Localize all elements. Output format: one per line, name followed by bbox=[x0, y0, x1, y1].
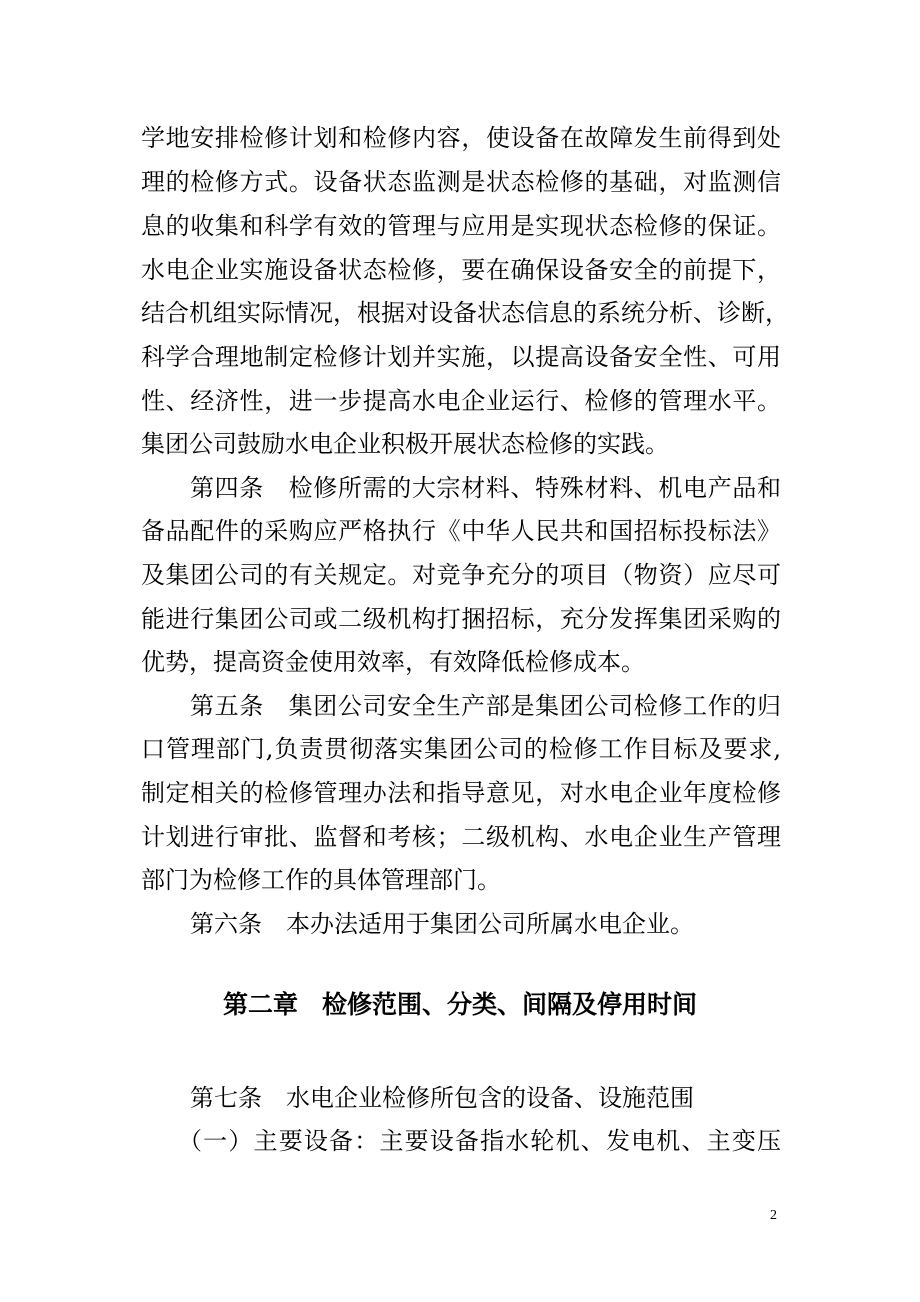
item-1-line: （一）主要设备：主要设备指水轮机、发电机、主变压 bbox=[178, 1127, 781, 1155]
article-5-number: 第五条 bbox=[190, 692, 264, 720]
paragraph-line: 水电企业实施设备状态检修，要在确保设备安全的前提下， bbox=[141, 256, 781, 284]
chapter-title: 检修范围、分类、间隔及停用时间 bbox=[322, 990, 698, 1019]
article-7-text: 水电企业检修所包含的设备、设施范围 bbox=[286, 1084, 694, 1112]
article-5-text: 集团公司安全生产部是集团公司检修工作的归 bbox=[287, 692, 782, 720]
article-4-line: 优势，提高资金使用效率，有效降低检修成本。 bbox=[141, 648, 645, 676]
article-7-number: 第七条 bbox=[190, 1084, 262, 1112]
article-5-line: 计划进行审批、监督和考核；二级机构、水电企业生产管理 bbox=[141, 823, 781, 851]
chapter-heading bbox=[0, 992, 920, 1018]
article-7-line bbox=[190, 1086, 781, 1110]
paragraph-line: 学地安排检修计划和检修内容，使设备在故障发生前得到处 bbox=[141, 124, 781, 152]
article-5-line: 部门为检修工作的具体管理部门。 bbox=[141, 866, 501, 894]
article-5-line: 口管理部门,负责贯彻落实集团公司的检修工作目标及要求, bbox=[141, 735, 781, 763]
paragraph-line: 息的收集和科学有效的管理与应用是实现状态检修的保证。 bbox=[141, 212, 781, 240]
article-4-line: 及集团公司的有关规定。对竞争充分的项目（物资）应尽可 bbox=[141, 561, 781, 589]
paragraph-line: 集团公司鼓励水电企业积极开展状态检修的实践。 bbox=[141, 430, 669, 458]
article-5-line: 制定相关的检修管理办法和指导意见，对水电企业年度检修 bbox=[141, 779, 781, 807]
article-6-line bbox=[190, 912, 781, 936]
page-number: 2 bbox=[770, 1208, 777, 1223]
article-5-first-line bbox=[190, 694, 781, 718]
paragraph-line: 理的检修方式。设备状态监测是状态检修的基础，对监测信 bbox=[141, 168, 781, 196]
paragraph-line: 性、经济性，进一步提高水电企业运行、检修的管理水平。 bbox=[141, 387, 781, 415]
article-4-text: 检修所需的大宗材料、特殊材料、机电产品和 bbox=[287, 474, 782, 502]
article-4-line: 能进行集团公司或二级机构打捆招标，充分发挥集团采购的 bbox=[141, 605, 781, 633]
article-4-number: 第四条 bbox=[190, 474, 264, 502]
paragraph-line: 科学合理地制定检修计划并实施，以提高设备安全性、可用 bbox=[141, 343, 781, 371]
article-6-number: 第六条 bbox=[190, 910, 262, 938]
article-4-first-line bbox=[190, 476, 781, 500]
paragraph-line: 结合机组实际情况，根据对设备状态信息的系统分析、诊断， bbox=[141, 299, 789, 327]
chapter-number: 第二章 bbox=[222, 990, 298, 1019]
article-6-text: 本办法适用于集团公司所属水电企业。 bbox=[286, 910, 694, 938]
article-4-line: 备品配件的采购应严格执行《中华人民共和国招标投标法》 bbox=[141, 517, 781, 545]
